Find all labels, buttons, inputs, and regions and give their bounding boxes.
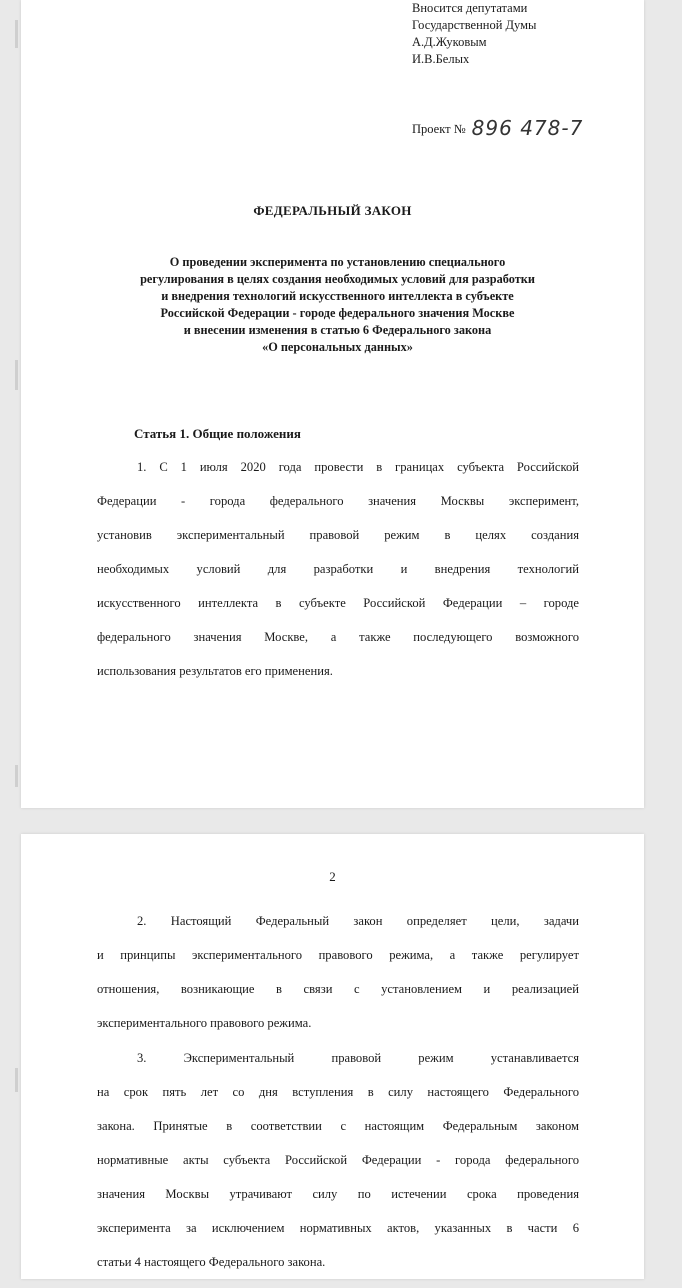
submitter-block [412,0,536,68]
paragraph-line: эксперимента за исключением нормативных актов, указанных в части 6 [97,1221,579,1235]
paragraph-1 [97,459,579,697]
paragraph-line: федерального значения Москве, а также последующего возможного [97,630,579,644]
paragraph-3 [97,1050,579,1288]
paragraph-line: значения Москвы утрачивают силу по истечении срока проведения [97,1187,579,1201]
submitter-line: А.Д.Жуковым [412,35,487,49]
law-heading: ФЕДЕРАЛЬНЫЙ ЗАКОН [253,203,412,218]
law-title-line: регулирования в целях создания необходимых условий для разработки [140,272,535,286]
paragraph-line: установив экспериментальный правовой режим в целях создания [97,528,579,542]
paragraph-line: экспериментального правового режима. [97,1016,312,1030]
paragraph-line: необходимых условий для разработки и внедрения технологий [97,562,579,576]
article-1-heading: Статья 1. Общие положения [134,426,301,441]
paragraph-line: 1. С 1 июля 2020 года провести в границах субъекта Российской [137,460,579,474]
paragraph-2 [97,913,579,1049]
paragraph-line: отношения, возникающие в связи с установлением и реализацией [97,982,579,996]
scan-edge-mark [15,360,18,390]
paragraph-line: 3. Экспериментальный правовой режим устанавливается [137,1051,579,1065]
project-number [412,114,583,138]
scan-edge-mark [15,20,18,48]
paragraph-line: и принципы экспериментального правового режима, а также регулирует [97,948,579,962]
project-label: Проект № [412,122,466,136]
paragraph-line: на срок пять лет со дня вступления в силу настоящего Федерального [97,1085,579,1099]
project-handwritten-number: 896 478-7 [471,116,584,140]
scan-edge-mark [15,765,18,787]
submitter-line: И.В.Белых [412,52,470,66]
law-title-line: «О персональных данных» [262,340,413,354]
paragraph-line: искусственного интеллекта в субъекте Российской Федерации – городе [97,596,579,610]
paragraph-line: 2. Настоящий Федеральный закон определяет цели, задачи [137,914,579,928]
submitter-line: Государственной Думы [412,18,537,32]
law-title-line: и внедрения технологий искусственного интеллекта в субъекте [161,289,514,303]
paragraph-line: статьи 4 настоящего Федерального закона. [97,1255,326,1269]
paragraph-line: нормативные акты субъекта Российской Федерации - города федерального [97,1153,579,1167]
document-page-1 [21,0,644,808]
law-title-line: О проведении эксперимента по установлению специального [169,255,506,269]
page-number: 2 [329,869,336,884]
law-title-line: и внесении изменения в статью 6 Федерального закона [183,323,492,337]
submitter-line: Вносится депутатами [412,1,528,15]
scan-edge-mark [15,1068,18,1092]
law-title-line: Российской Федерации - городе федерального значения Москве [160,306,515,320]
paragraph-line: использования результатов его применения. [97,664,333,678]
law-title [81,254,594,356]
paragraph-line: Федерации - города федерального значения Москвы эксперимент, [97,494,579,508]
paragraph-line: закона. Принятые в соответствии с настоящим Федеральным законом [97,1119,579,1133]
